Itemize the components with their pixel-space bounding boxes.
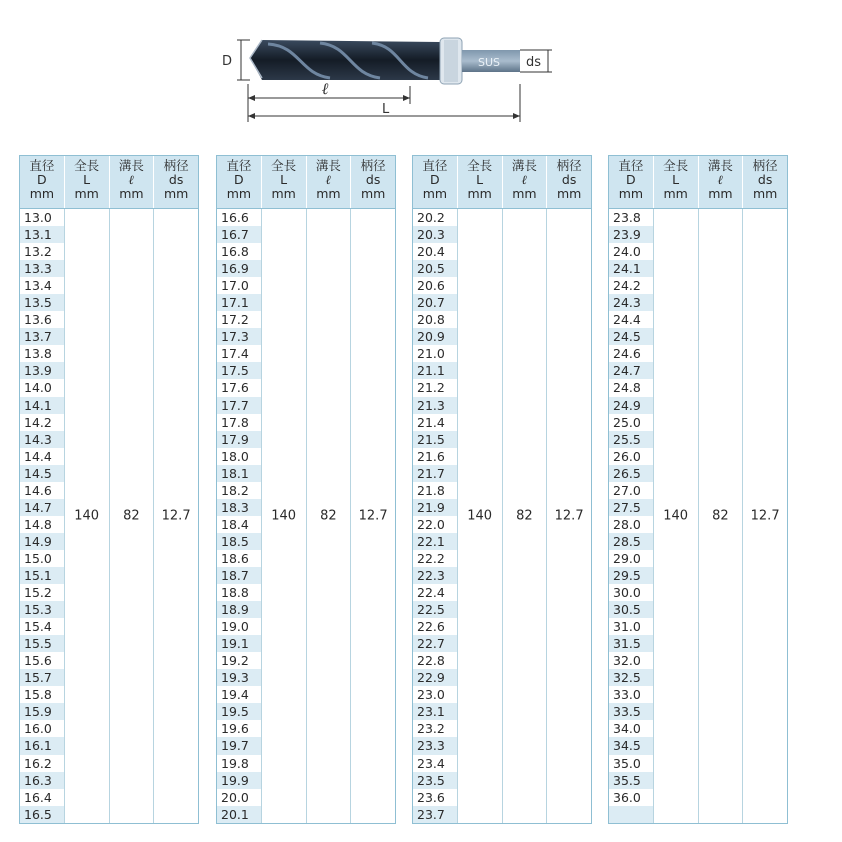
diameter-cell: 17.2	[221, 312, 249, 328]
diameter-cell: 15.5	[20, 635, 64, 652]
diameter-cell: 16.6	[221, 210, 249, 225]
header-shank	[351, 156, 395, 208]
header-diameter	[20, 156, 65, 208]
diameter-cell: 13.6	[24, 312, 52, 328]
header-shank-unit: mm	[163, 186, 189, 201]
length-column	[458, 209, 503, 823]
diameter-cell: 22.5	[413, 601, 457, 618]
table-body	[609, 209, 787, 823]
diameter-cell: 17.3	[217, 328, 261, 345]
header-shank-jp: 柄径	[163, 158, 189, 173]
flute-length-value: 82	[516, 508, 533, 524]
diameter-cell: 23.6	[417, 789, 445, 805]
diameter-cell: 22.3	[413, 567, 457, 584]
header-shank-jp: 柄径	[360, 158, 386, 173]
diameter-cell: 21.9	[413, 499, 457, 516]
diameter-cell: 24.3	[609, 294, 653, 311]
header-length-jp: 全長	[467, 158, 493, 173]
length-value: 140	[271, 508, 297, 524]
diameter-cell: 22.2	[417, 550, 445, 566]
diameter-cell: 19.1	[217, 635, 261, 652]
length-value: 140	[74, 508, 100, 524]
diameter-cell: 15.9	[20, 703, 64, 720]
diameter-cell: 24.1	[609, 260, 653, 277]
diameter-cell: 18.3	[217, 499, 261, 516]
diameter-cell: 18.1	[217, 465, 261, 482]
header-length-jp: 全長	[271, 158, 297, 173]
header-length-unit: mm	[663, 186, 688, 201]
diameter-cell: 15.0	[24, 550, 52, 566]
table-body	[20, 209, 198, 823]
header-length	[65, 156, 110, 208]
diameter-cell: 20.5	[413, 260, 457, 277]
diameter-cell: 32.0	[613, 653, 641, 669]
header-length	[458, 156, 503, 208]
diameter-column	[609, 209, 654, 823]
diameter-cell: 26.0	[613, 448, 641, 464]
diameter-cell: 26.5	[609, 465, 653, 482]
diameter-cell: 22.6	[417, 619, 445, 635]
shank-diameter-column	[351, 209, 395, 823]
spec-table-4	[608, 155, 788, 824]
diameter-cell: 19.4	[221, 687, 249, 703]
diameter-cell: 24.7	[609, 362, 653, 379]
diameter-cell: 16.9	[217, 260, 261, 277]
diameter-cell: 21.3	[413, 397, 457, 414]
header-flute-jp: 溝長	[118, 158, 144, 173]
diameter-cell: 15.3	[20, 601, 64, 618]
shank-label: SUS	[478, 56, 501, 69]
diameter-cell: 17.7	[217, 397, 261, 414]
diameter-cell: 13.2	[24, 244, 52, 260]
diameter-cell: 20.9	[413, 328, 457, 345]
diameter-cell: 16.2	[24, 755, 52, 771]
header-length	[654, 156, 699, 208]
header-flute-unit: mm	[512, 186, 537, 201]
diameter-cell: 16.0	[24, 721, 52, 737]
label-ell: ℓ	[322, 79, 329, 98]
flute-length-value: 82	[320, 508, 337, 524]
header-shank	[154, 156, 198, 208]
diameter-cell: 23.1	[413, 703, 457, 720]
flute-length-column	[307, 209, 352, 823]
diameter-cell: 22.9	[413, 669, 457, 686]
shank-diameter-value: 12.7	[554, 508, 584, 524]
diameter-cell: 20.8	[417, 312, 445, 328]
diameter-cell: 15.2	[24, 585, 52, 601]
diameter-cell: 18.5	[217, 533, 261, 550]
diameter-cell	[609, 806, 653, 823]
diameter-cell: 20.7	[413, 294, 457, 311]
diameter-cell: 21.7	[413, 465, 457, 482]
diameter-cell: 25.0	[613, 414, 641, 430]
diameter-cell: 14.0	[24, 380, 52, 396]
diameter-cell: 14.4	[24, 448, 52, 464]
diameter-cell: 14.2	[24, 414, 52, 430]
diameter-cell: 18.7	[217, 567, 261, 584]
header-flute-jp: 溝長	[511, 158, 537, 173]
diameter-cell: 28.5	[609, 533, 653, 550]
diameter-cell: 17.0	[221, 278, 249, 294]
flute-length-column	[110, 209, 155, 823]
diameter-cell: 22.4	[417, 585, 445, 601]
flute-length-value: 82	[712, 508, 729, 524]
diameter-cell: 24.2	[613, 278, 641, 294]
diameter-cell: 15.1	[20, 567, 64, 584]
flute-length-column	[699, 209, 744, 823]
diameter-cell: 19.2	[221, 653, 249, 669]
diameter-cell: 18.4	[221, 516, 249, 532]
diameter-cell: 19.5	[217, 703, 261, 720]
diameter-cell: 13.3	[20, 260, 64, 277]
diameter-column	[20, 209, 65, 823]
diameter-cell: 23.8	[613, 210, 641, 225]
diameter-cell: 14.6	[24, 482, 52, 498]
diameter-cell: 30.0	[613, 585, 641, 601]
shank-diameter-value: 12.7	[161, 508, 191, 524]
diameter-column	[413, 209, 458, 823]
diameter-cell: 18.9	[217, 601, 261, 618]
diameter-cell: 34.0	[613, 721, 641, 737]
header-diameter-jp: 直径	[29, 158, 55, 173]
diameter-cell: 20.3	[413, 226, 457, 243]
diameter-cell: 19.9	[217, 772, 261, 789]
diameter-cell: 21.2	[417, 380, 445, 396]
diameter-cell: 19.3	[217, 669, 261, 686]
header-flute-unit: mm	[708, 186, 733, 201]
header-diameter-unit: mm	[226, 186, 252, 201]
table-header	[217, 156, 395, 209]
flute-length-value: 82	[123, 508, 140, 524]
header-flute-symbol: ℓ	[521, 172, 528, 187]
diameter-cell: 20.2	[417, 210, 445, 225]
diameter-cell: 13.8	[24, 346, 52, 362]
diameter-cell: 24.9	[609, 397, 653, 414]
diameter-cell: 22.8	[417, 653, 445, 669]
diameter-cell: 16.8	[221, 244, 249, 260]
header-flute-symbol: ℓ	[717, 172, 724, 187]
diameter-cell: 17.4	[221, 346, 249, 362]
diameter-cell: 13.0	[24, 210, 52, 225]
shank-diameter-value: 12.7	[358, 508, 388, 524]
diameter-cell: 34.5	[609, 737, 653, 754]
flute-length-column	[503, 209, 548, 823]
header-shank-symbol: ds	[168, 172, 184, 187]
diameter-cell: 16.5	[20, 806, 64, 823]
diameter-cell: 36.0	[613, 789, 641, 805]
header-flute-jp: 溝長	[315, 158, 341, 173]
diameter-cell: 14.8	[24, 516, 52, 532]
header-flute	[307, 156, 352, 208]
diameter-cell: 21.0	[417, 346, 445, 362]
diameter-cell: 31.0	[613, 619, 641, 635]
header-shank-symbol: ds	[365, 172, 381, 187]
diameter-cell: 35.0	[613, 755, 641, 771]
header-flute	[699, 156, 744, 208]
diameter-cell: 31.5	[609, 635, 653, 652]
header-diameter-unit: mm	[618, 186, 644, 201]
diameter-cell: 16.1	[20, 737, 64, 754]
diameter-cell: 22.7	[413, 635, 457, 652]
label-L: L	[382, 102, 390, 117]
header-length-symbol: L	[476, 172, 484, 187]
header-flute-symbol: ℓ	[325, 172, 332, 187]
diameter-cell: 20.1	[217, 806, 261, 823]
diameter-cell: 24.6	[613, 346, 641, 362]
table-header	[20, 156, 198, 209]
header-length-symbol: L	[83, 172, 91, 187]
table-header	[413, 156, 591, 209]
shank-diameter-column	[743, 209, 787, 823]
diameter-cell: 14.1	[20, 397, 64, 414]
diameter-cell: 22.1	[413, 533, 457, 550]
table-header	[609, 156, 787, 209]
diameter-cell: 14.5	[20, 465, 64, 482]
diameter-cell: 23.2	[417, 721, 445, 737]
diameter-cell: 19.6	[221, 721, 249, 737]
header-diameter-symbol: D	[234, 172, 244, 187]
diameter-cell: 15.6	[24, 653, 52, 669]
header-shank	[547, 156, 591, 208]
diameter-cell: 17.9	[217, 431, 261, 448]
diameter-cell: 19.8	[221, 755, 249, 771]
diameter-cell: 27.5	[609, 499, 653, 516]
diameter-cell: 27.0	[613, 482, 641, 498]
spec-table-2	[216, 155, 396, 824]
diameter-cell: 15.7	[20, 669, 64, 686]
diameter-cell: 21.4	[417, 414, 445, 430]
diameter-cell: 29.5	[609, 567, 653, 584]
header-length-jp: 全長	[74, 158, 100, 173]
diameter-cell: 25.5	[609, 431, 653, 448]
header-flute-jp: 溝長	[707, 158, 733, 173]
header-length	[262, 156, 307, 208]
diameter-cell: 17.5	[217, 362, 261, 379]
header-shank-jp: 柄径	[752, 158, 778, 173]
header-diameter-unit: mm	[29, 186, 55, 201]
header-flute	[110, 156, 155, 208]
diameter-cell: 21.8	[417, 482, 445, 498]
diameter-cell: 19.7	[217, 737, 261, 754]
header-length-jp: 全長	[663, 158, 689, 173]
header-shank-jp: 柄径	[556, 158, 582, 173]
diameter-cell: 33.5	[609, 703, 653, 720]
spec-table-1	[19, 155, 199, 824]
header-length-symbol: L	[672, 172, 680, 187]
diameter-cell: 18.8	[221, 585, 249, 601]
diameter-cell: 17.8	[221, 414, 249, 430]
diameter-cell: 18.6	[221, 550, 249, 566]
header-diameter	[609, 156, 654, 208]
length-value: 140	[663, 508, 689, 524]
diameter-cell: 23.0	[417, 687, 445, 703]
header-shank-symbol: ds	[757, 172, 773, 187]
diameter-cell: 14.3	[20, 431, 64, 448]
diameter-cell: 13.5	[20, 294, 64, 311]
header-diameter-jp: 直径	[422, 158, 448, 173]
header-flute-unit: mm	[316, 186, 341, 201]
header-shank	[743, 156, 787, 208]
spec-table-3	[412, 155, 592, 824]
diameter-cell: 35.5	[609, 772, 653, 789]
diameter-cell: 28.0	[613, 516, 641, 532]
header-diameter-jp: 直径	[226, 158, 252, 173]
diameter-cell: 13.9	[20, 362, 64, 379]
header-diameter	[217, 156, 262, 208]
drill-diagram	[0, 0, 842, 140]
diameter-cell: 18.0	[221, 448, 249, 464]
diameter-cell: 15.8	[24, 687, 52, 703]
diameter-cell: 30.5	[609, 601, 653, 618]
header-diameter-symbol: D	[430, 172, 440, 187]
header-length-symbol: L	[280, 172, 288, 187]
diameter-cell: 21.5	[413, 431, 457, 448]
header-length-unit: mm	[74, 186, 99, 201]
diameter-cell: 20.4	[417, 244, 445, 260]
diameter-cell: 22.0	[417, 516, 445, 532]
header-diameter-unit: mm	[422, 186, 448, 201]
shank-diameter-column	[547, 209, 591, 823]
diameter-cell: 16.7	[217, 226, 261, 243]
header-diameter	[413, 156, 458, 208]
header-shank-symbol: ds	[561, 172, 577, 187]
diameter-cell: 15.4	[24, 619, 52, 635]
diameter-cell: 24.5	[609, 328, 653, 345]
diameter-cell: 17.6	[221, 380, 249, 396]
diameter-cell: 13.4	[24, 278, 52, 294]
length-column	[262, 209, 307, 823]
header-flute-symbol: ℓ	[128, 172, 135, 187]
diameter-cell: 32.5	[609, 669, 653, 686]
header-diameter-symbol: D	[37, 172, 47, 187]
diameter-cell: 24.4	[613, 312, 641, 328]
header-length-unit: mm	[271, 186, 296, 201]
diameter-column	[217, 209, 262, 823]
diameter-cell: 13.7	[20, 328, 64, 345]
diameter-cell: 16.3	[20, 772, 64, 789]
label-ds: ds	[526, 55, 542, 70]
diameter-cell: 17.1	[217, 294, 261, 311]
diameter-cell: 20.0	[221, 789, 249, 805]
shank-diameter-column	[154, 209, 198, 823]
diameter-cell: 19.0	[221, 619, 249, 635]
diameter-cell: 23.7	[413, 806, 457, 823]
label-D: D	[222, 54, 233, 69]
length-value: 140	[467, 508, 493, 524]
header-flute	[503, 156, 548, 208]
diameter-cell: 24.0	[613, 244, 641, 260]
header-diameter-symbol: D	[626, 172, 636, 187]
header-flute-unit: mm	[119, 186, 144, 201]
diameter-cell: 14.7	[20, 499, 64, 516]
header-shank-unit: mm	[752, 186, 778, 201]
header-diameter-jp: 直径	[618, 158, 644, 173]
diameter-cell: 23.4	[417, 755, 445, 771]
diameter-cell: 29.0	[613, 550, 641, 566]
diameter-cell: 33.0	[613, 687, 641, 703]
header-shank-unit: mm	[556, 186, 582, 201]
header-shank-unit: mm	[360, 186, 386, 201]
table-body	[413, 209, 591, 823]
diameter-cell: 13.1	[20, 226, 64, 243]
table-body	[217, 209, 395, 823]
diameter-cell: 23.9	[609, 226, 653, 243]
diameter-cell: 24.8	[613, 380, 641, 396]
shank-diameter-value: 12.7	[750, 508, 780, 524]
diameter-cell: 21.6	[417, 448, 445, 464]
diameter-cell: 14.9	[20, 533, 64, 550]
header-length-unit: mm	[467, 186, 492, 201]
diameter-cell: 23.3	[413, 737, 457, 754]
length-column	[654, 209, 699, 823]
length-column	[65, 209, 110, 823]
diameter-cell: 21.1	[413, 362, 457, 379]
diameter-cell: 18.2	[221, 482, 249, 498]
diameter-cell: 20.6	[417, 278, 445, 294]
diameter-cell: 23.5	[413, 772, 457, 789]
diameter-cell: 16.4	[24, 789, 52, 805]
